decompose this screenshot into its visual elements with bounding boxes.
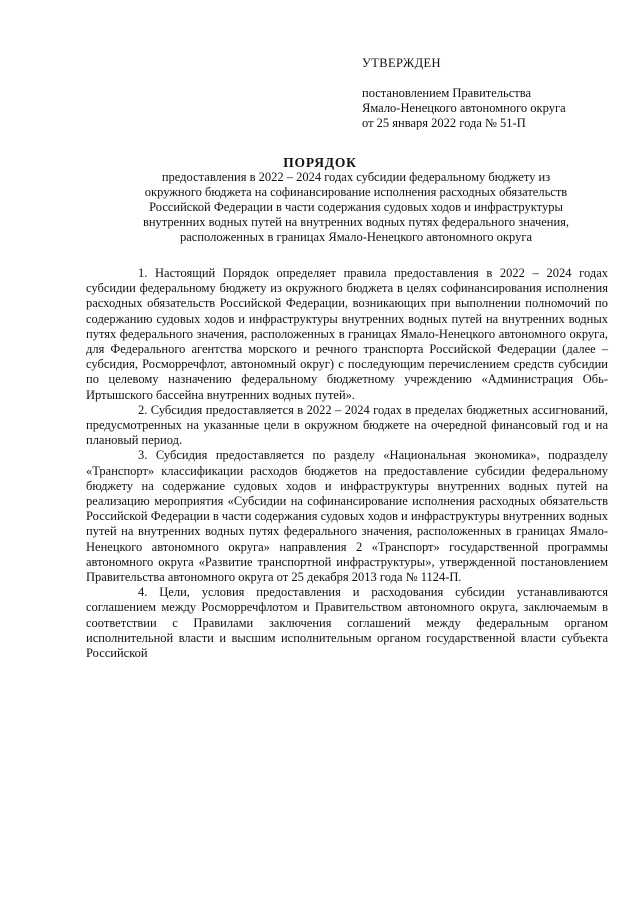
paragraph-3: 3. Субсидия предоставляется по разделу «Национальная экономика», подразделу «Транспорт» классификации расходов бюджетов на предоставление субсидии федеральному бюджету на содержание судовых ходов и инфраструктуры внутренних водных путей на реализацию мероприятия «Субсидии на софинансирование исполнения расходных обязательств Российской Федерации в части содержания судовых ходов и инфраструктуры внутренних водных путей на внутренних водных путях федерального значения, расположенных в границах Ямало-Ненецкого автономного округа» направления 2 «Транспорт» государственной программы автономного округа «Развитие транспортной инфраструктуры», утвержденной постановлением Правительства автономного округа от 25 декабря 2013 года № 1124-П. (86, 448, 608, 585)
document-body (86, 266, 608, 661)
subtitle-line: предоставления в 2022 – 2024 годах субсидии федеральному бюджету из (161, 170, 551, 184)
document-subtitle (96, 170, 616, 245)
document-title: ПОРЯДОК (283, 155, 357, 170)
approval-line: Ямало-Ненецкого автономного округа (362, 101, 566, 115)
paragraph-2: 2. Субсидия предоставляется в 2022 – 2024 годах в пределах бюджетных ассигнований, предусмотренных на указанные цели в окружном бюджете на очередной финансовый год и на плановый период. (86, 402, 608, 448)
paragraph-4: 4. Цели, условия предоставления и расходования субсидии устанавливаются соглашением между Росморречфлотом и Правительством автономного округа, заключаемым в соответствии с Правилами заключения соглашений между федеральным органом исполнительной власти и высшим исполнительным органом государственной власти субъекта Российской (86, 585, 608, 661)
paragraph-1: 1. Настоящий Порядок определяет правила предоставления в 2022 – 2024 годах субсидии федеральному бюджету из окружного бюджета в целях софинансирования исполнения расходных обязательств Российской Федерации, возникающих при выполнении полномочий по содержанию судовых ходов и инфраструктуры внутренних водных путей на внутренних водных путях федерального значения, расположенных в границах Ямало-Ненецкого автономного округа, для Федерального агентства морского и речного транспорта Российской Федерации (далее – субсидия, Росморречфлот, автономный округ) с последующим перечислением средств субсидии по целевому назначению федеральному бюджетному учреждению «Администрация Обь-Иртышского бассейна внутренних водных путей». (86, 266, 608, 402)
approval-details (362, 86, 566, 131)
approval-line: от 25 января 2022 года № 51-П (362, 116, 526, 130)
subtitle-line: расположенных в границах Ямало-Ненецкого автономного округа (179, 230, 533, 244)
subtitle-line: окружного бюджета на софинансирование исполнения расходных обязательств (144, 185, 568, 199)
approval-line: постановлением Правительства (362, 86, 532, 100)
subtitle-line: Российской Федерации в части содержания судовых ходов и инфраструктуры (149, 200, 563, 214)
approval-stamp-heading: УТВЕРЖДЕН (362, 56, 441, 70)
subtitle-line: внутренних водных путей на внутренних водных путях федерального значения, (142, 215, 570, 229)
